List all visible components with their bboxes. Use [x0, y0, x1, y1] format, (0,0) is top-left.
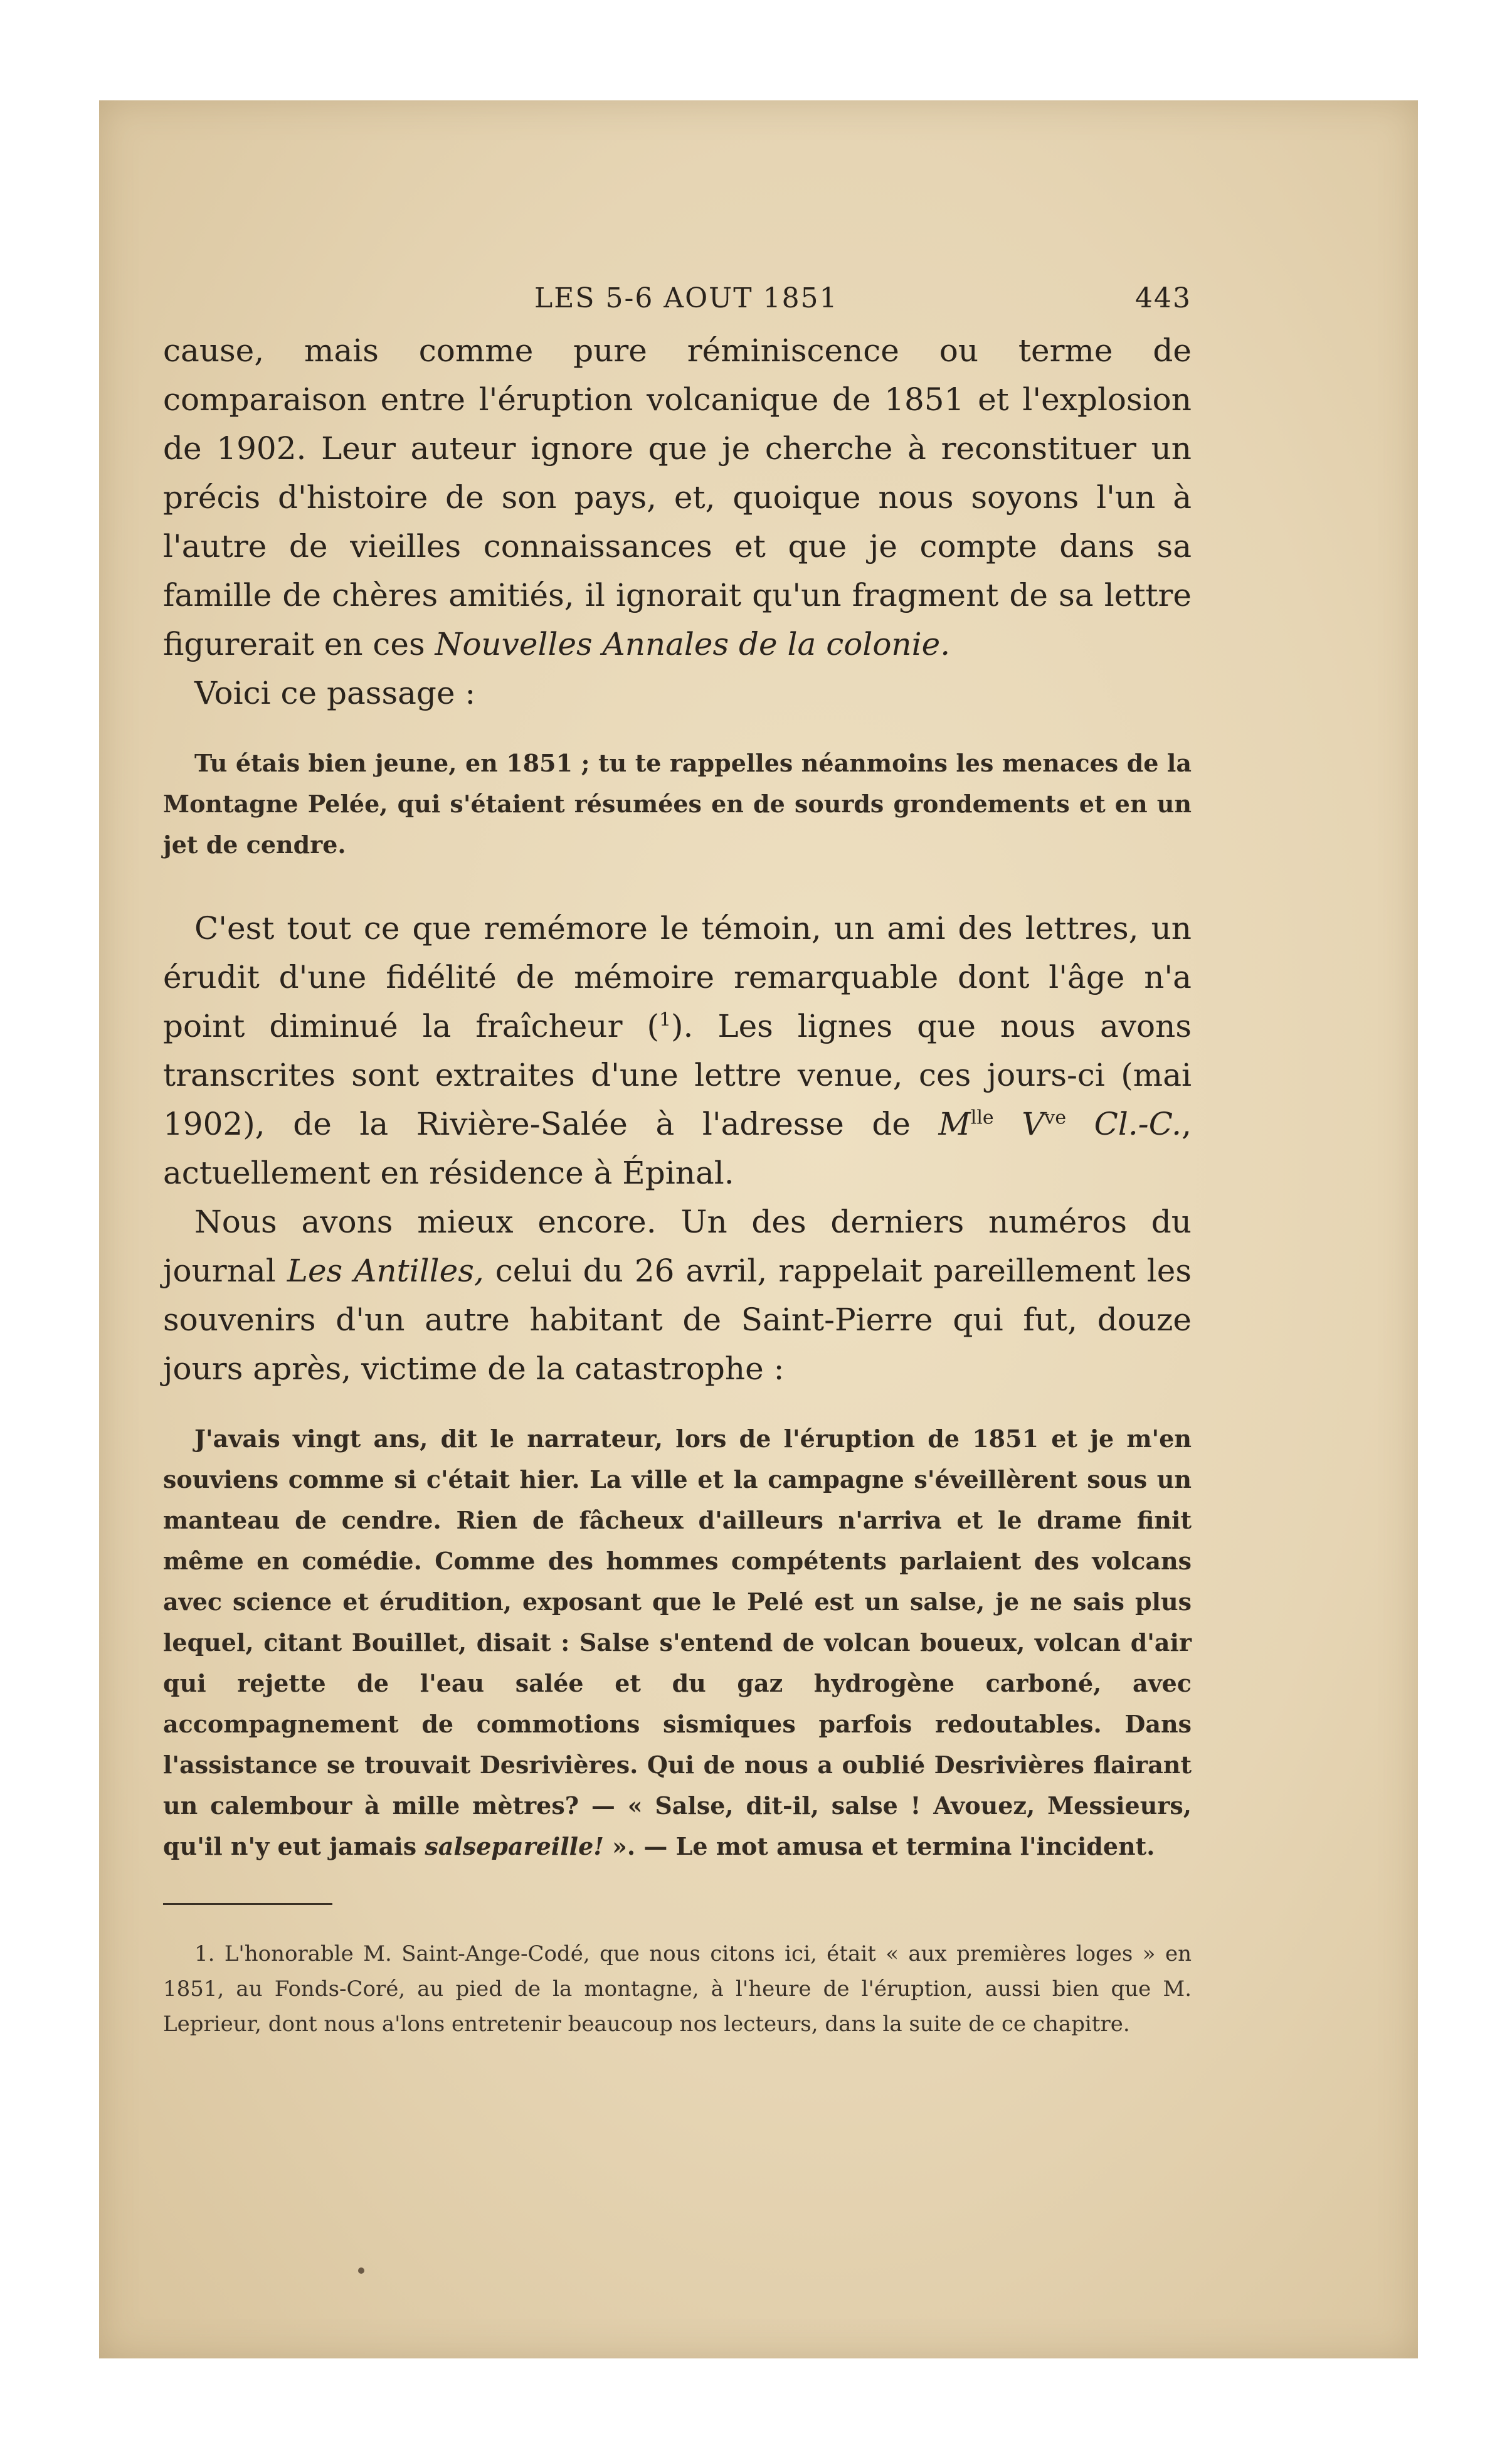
paragraph-1-italic: Nouvelles Annales de la colonie. [435, 626, 951, 662]
journal-title: Les Antilles, [287, 1253, 484, 1289]
addressee-sup-1: lle [970, 1106, 994, 1129]
running-title: LES 5-6 AOUT 1851 [534, 282, 838, 314]
paper-speck [358, 2267, 364, 2274]
paragraph-1-text: cause, mais comme pure réminiscence ou terme de comparaison entre l'éruption volcanique de 1851 et l'explosion de 1902. Leur auteur ignore que je cherche à reconstituer un précis d'histoire de son pays, et, quoique nous soyons l'un à l'autre de vieilles connaissances et que je compte dans sa famille de chères amitiés, il ignorait qu'un fragment de sa lettre figurerait en ces [163, 332, 1192, 662]
paragraph-4-text-a: Nous avons mieux encore. Un des derniers numéros du journal [163, 1204, 1192, 1289]
paragraph-3-text-a: C'est tout ce que remémore le témoin, un ami des lettres, un érudit d'une fidélité de mémoire remarquable dont l'âge n'a point diminué la fraîcheur ( [163, 910, 1192, 1044]
quotation-2-text-b: ». — Le mot amusa et termina l'incident. [603, 1832, 1155, 1860]
quotation-2-italic: salsepareille! [425, 1832, 604, 1860]
paragraph-3-text-b: ). Les lignes que nous avons transcrites sont extraites d'une lettre venue, ces jours-ci (mai 1902), de la Rivière-Salée à l'adresse de [163, 1008, 1192, 1142]
paragraph-1 [163, 326, 1192, 669]
page-content [163, 282, 1192, 2042]
running-header [163, 282, 1192, 326]
quotation-1: Tu étais bien jeune, en 1851 ; tu te rappelles néanmoins les menaces de la Montagne Pelée, qui s'étaient résumées en de sourds grondements et en un jet de cendre. [163, 749, 1192, 859]
footnote-reference[interactable]: 1 [658, 1009, 672, 1031]
paragraph-4-text-b: celui du 26 avril, rappelait pareillement les souvenirs d'un autre habitant de Saint-Pierre qui fut, douze jours après, victime de la catastrophe : [163, 1253, 1192, 1387]
scanned-page [99, 100, 1418, 2358]
page-number: 443 [1135, 282, 1192, 314]
paragraph-3 [163, 904, 1192, 1197]
addressee-initial-2: V [993, 1106, 1045, 1142]
quotation-2-text-a: J'avais vingt ans, dit le narrateur, lors de l'éruption de 1851 et je m'en souviens comme si c'était hier. La ville et la campagne s'éveillèrent sous un manteau de cendre. Rien de fâcheux d'ailleurs n'arriva et le drame finit même en comédie. Comme des hommes compétents parlaient des volcans avec science et érudition, exposant que le Pelé est un salse, je ne sais plus lequel, citant Bouillet, disait : Salse s'entend de volcan boueux, volcan d'air qui rejette de l'eau salée et du gaz hydrogène carboné, avec accompagnement de commotions sismiques parfois redoutables. Dans l'assistance se trouvait Desrivières. Qui de nous a oublié Desrivières flairant un calembour à mille mètres? — « Salse, dit-il, salse ! Avouez, Messieurs, qu'il n'y eut jamais [163, 1424, 1192, 1860]
paragraph-2: Voici ce passage : [194, 675, 476, 711]
footnote-divider [163, 1903, 332, 1905]
footnote: 1. L'honorable M. Saint-Ange-Codé, que nous citons ici, était « aux premières loges » en 1851, au Fonds-Coré, au pied de la montagne, à l'heure de l'éruption, aussi bien que M. Leprieur, dont nous a'lons entretenir beaucoup nos lecteurs, dans la suite de ce chapitre. [163, 1941, 1192, 2037]
addressee-name: Cl.-C. [1066, 1106, 1182, 1142]
quotation-2 [163, 1418, 1192, 1867]
addressee-sup-2: ve [1044, 1106, 1067, 1129]
paragraph-3-text-c: , actuellement en résidence à Épinal. [163, 1106, 1192, 1191]
paragraph-4 [163, 1197, 1192, 1393]
addressee-initial: M [938, 1106, 971, 1142]
